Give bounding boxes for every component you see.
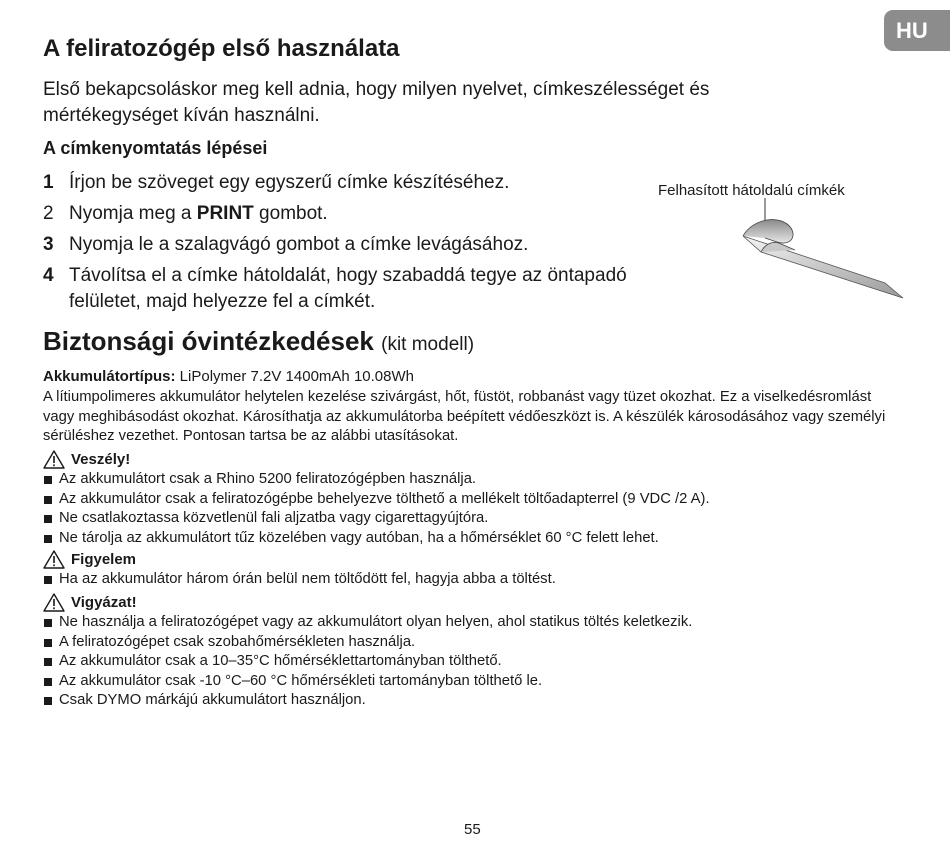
list-item (43, 672, 903, 692)
step-text: Írjon be szöveget egy egyszerű címke készítéséhez. (69, 172, 510, 193)
page-title: A feliratozógép első használata (43, 35, 400, 62)
step-text: Távolítsa el a címke hátoldalát, hogy szabaddá tegye az öntapadó felületet, majd helyezze fel a címkét. (69, 265, 627, 312)
page-number: 55 (464, 821, 481, 838)
list-item-text: Csak DYMO márkájú akkumulátort használjon. (59, 692, 366, 709)
figure-caption: Felhasított hátoldalú címkék (658, 182, 845, 199)
list-item (43, 691, 903, 711)
warning-triangle-icon (43, 593, 65, 612)
warning-triangle-icon (43, 450, 65, 469)
list-item (43, 509, 903, 529)
step-text: Nyomja le a szalagvágó gombot a címke levágásához. (69, 234, 529, 255)
list-item (43, 470, 903, 490)
step-item (43, 263, 643, 315)
split-back-label-illustration (735, 198, 910, 303)
list-item (43, 613, 903, 633)
list-item-text: Az akkumulátor csak -10 °C–60 °C hőmérsékleti tartományban tölthető le. (59, 672, 543, 689)
battery-type-value: LiPolymer 7.2V 1400mAh 10.08Wh (175, 368, 414, 385)
list-item (43, 529, 903, 549)
caution-title: Vigyázat! (71, 593, 137, 611)
step-number: 3 (43, 234, 54, 255)
caution-list (43, 613, 903, 711)
step-item (43, 170, 643, 196)
danger-heading (43, 448, 903, 470)
list-item-text: Az akkumulátort csak a Rhino 5200 feliratozógépben használja. (59, 471, 477, 487)
danger-section (43, 448, 903, 548)
print-key-label: PRINT (196, 203, 254, 224)
list-item-text: Az akkumulátor csak a feliratozógépbe behelyezve tölthető a mellékelt töltőadapterrel (9 VDC /2 A). (59, 490, 710, 507)
warning-section (43, 548, 903, 590)
warning-triangle-icon (43, 550, 65, 569)
list-item-text: Ne tárolja az akkumulátort tűz közelében vagy autóban, ha a hőmérséklet 60 °C felett lehet. (59, 529, 659, 546)
danger-title: Veszély! (71, 450, 131, 468)
danger-list (43, 470, 903, 548)
list-item (43, 633, 903, 653)
battery-warning-paragraph: A lítiumpolimeres akkumulátor helytelen kezelése szivárgást, hőt, füstöt, robbanást vagy tüzet okozhat. Ez a viselkedésromlást vagy meghibásodást okozhat. Károsíthatja az akkumulátorba beépített védőeszközt is. A készülék károsodásához vagy személyi sérüléshez vezethet. Pontosan tartsa be az alábbi utasításokat. (43, 389, 886, 444)
list-item-text: Ha az akkumulátor három órán belül nem töltődött fel, hagyja abba a töltést. (59, 571, 556, 587)
step-text: gombot. (253, 203, 328, 224)
caution-heading (43, 591, 903, 613)
warning-list (43, 570, 903, 590)
battery-type-label: Akkumulátortípus: (43, 368, 176, 385)
warning-title: Figyelem (71, 550, 137, 568)
step-number: 2 (43, 203, 54, 224)
list-item (43, 490, 903, 510)
safety-heading-sub: (kit modell) (381, 334, 475, 355)
step-item (43, 232, 643, 258)
steps-heading: A címkenyomtatás lépései (43, 138, 268, 158)
list-item-text: Ne csatlakoztassa közvetlenül fali aljzatba vagy cigarettagyújtóra. (59, 510, 489, 527)
step-number: 1 (43, 172, 54, 193)
list-item-text: Ne használja a feliratozógépet vagy az akkumulátort olyan helyen, ahol statikus töltés keletkezik. (59, 614, 693, 630)
battery-type (43, 368, 414, 385)
language-tab: HU (884, 10, 950, 51)
step-number: 4 (43, 265, 54, 286)
step-text: Nyomja meg a (69, 203, 197, 224)
step-item (43, 201, 643, 227)
list-item-text: A feliratozógépet csak szobahőmérsékleten használja. (59, 633, 416, 650)
intro-paragraph: Első bekapcsoláskor meg kell adnia, hogy milyen nyelvet, címkeszélességet és mértékegységet kíván használni. (43, 79, 710, 126)
warning-heading (43, 548, 903, 570)
steps-list (43, 170, 643, 315)
list-item (43, 570, 903, 590)
safety-heading-text: Biztonsági óvintézkedések (43, 326, 374, 356)
safety-heading (43, 326, 474, 357)
caution-section (43, 591, 903, 711)
list-item (43, 652, 903, 672)
list-item-text: Az akkumulátor csak a 10–35°C hőmérséklettartományban tölthető. (59, 653, 502, 670)
